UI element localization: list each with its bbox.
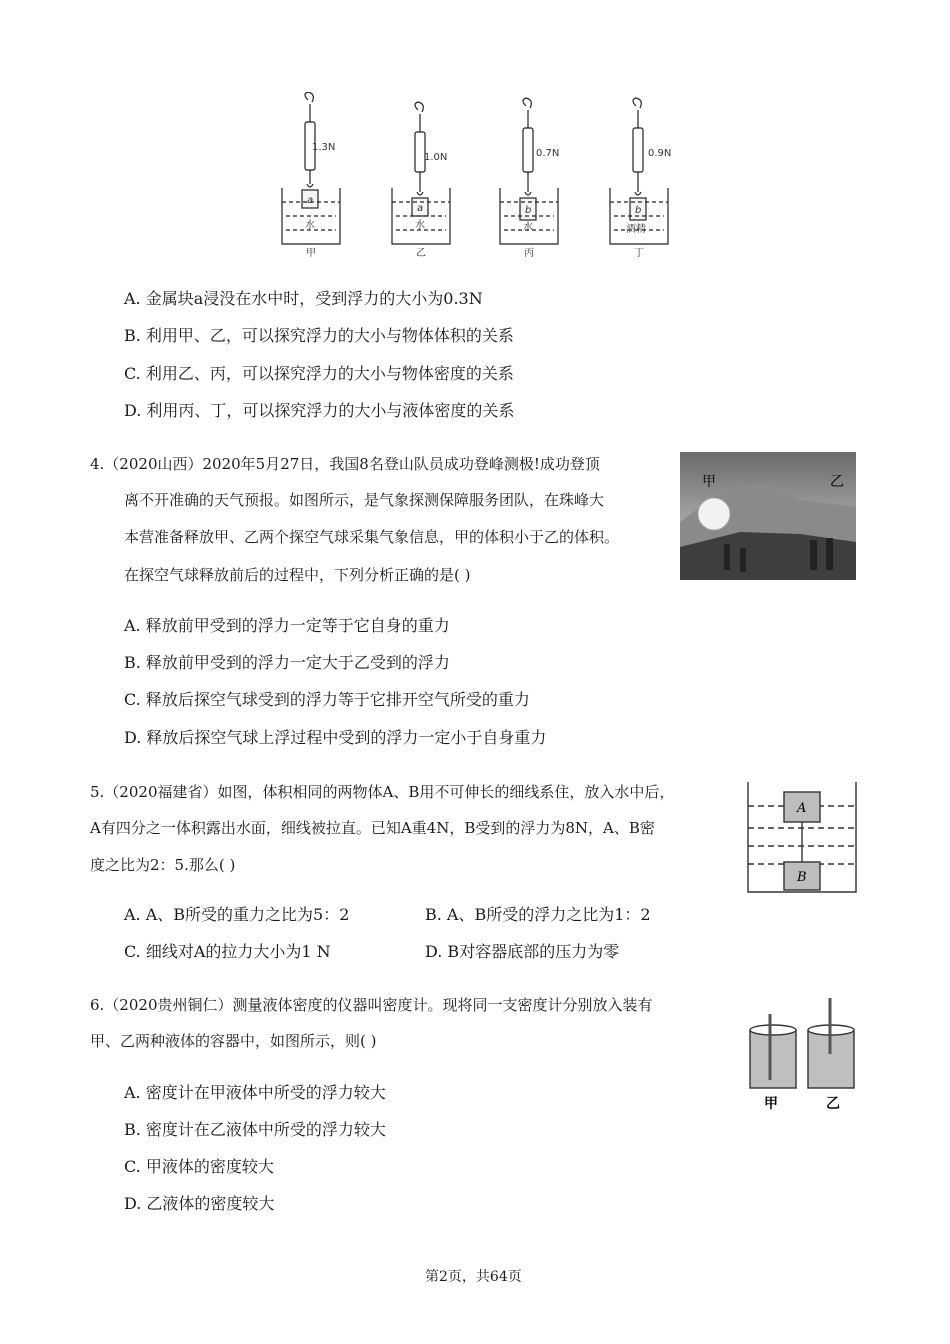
hydrometer-figure	[744, 994, 864, 1114]
setup-label-4: 丁	[634, 248, 644, 259]
block-label-2: a	[417, 203, 424, 214]
q5-option-b: B. A、B所受的浮力之比为1：2	[425, 905, 651, 924]
q6-line-2: 甲、乙两种液体的容器中，如图所示，则( )	[90, 1032, 377, 1050]
q4-line-1: 4.（2020山西）2020年5月27日，我国8名登山队员成功登峰测极!成功登顶	[90, 455, 600, 473]
q5-line-3: 度之比为2：5.那么( )	[90, 856, 236, 874]
page-footer: 第2页，共64页	[425, 1269, 522, 1285]
setup-label-1: 甲	[306, 248, 316, 259]
q3-option-d: D. 利用丙、丁，可以探究浮力的大小与液体密度的关系	[124, 401, 515, 420]
block-label-1: a	[307, 195, 314, 206]
q3-option-c: C. 利用乙、丙，可以探究浮力的大小与物体密度的关系	[124, 364, 514, 383]
reading-4: 0.9N	[648, 148, 672, 159]
liquid-label-2: 水	[415, 220, 425, 231]
spring-scale-figure	[270, 92, 690, 260]
reading-1: 1.3N	[312, 142, 336, 153]
q4-option-d: D. 释放后探空气球上浮过程中受到的浮力一定小于自身重力	[124, 728, 547, 747]
ab-container-figure	[744, 780, 860, 896]
photo-label-yi: 乙	[830, 474, 844, 490]
q4-option-a: A. 释放前甲受到的浮力一定等于它自身的重力	[124, 616, 450, 635]
block-a-label: A	[797, 801, 807, 816]
block-label-4: b	[635, 205, 642, 216]
q3-option-b: B. 利用甲、乙，可以探究浮力的大小与物体体积的关系	[124, 326, 514, 345]
setup-label-2: 乙	[416, 248, 426, 259]
hydrometer-label-jia: 甲	[764, 1096, 778, 1112]
q4-line-4: 在探空气球释放前后的过程中，下列分析正确的是( )	[124, 566, 471, 584]
q6-option-d: D. 乙液体的密度较大	[124, 1194, 275, 1213]
q5-option-d: D. B对容器底部的压力为零	[425, 942, 620, 961]
q6-option-a: A. 密度计在甲液体中所受的浮力较大	[124, 1083, 386, 1102]
q3-option-a: A. 金属块a浸没在水中时，受到浮力的大小为0.3N	[124, 289, 483, 308]
q4-option-c: C. 释放后探空气球受到的浮力等于它排开空气所受的重力	[124, 690, 530, 709]
q6-option-b: B. 密度计在乙液体中所受的浮力较大	[124, 1120, 386, 1139]
q5-line-2: A有四分之一体积露出水面，细线被拉直。已知A重4N，B受到的浮力为8N，A、B密	[90, 819, 655, 837]
setup-label-3: 丙	[524, 248, 534, 259]
q5-option-a: A. A、B所受的重力之比为5：2	[124, 905, 350, 924]
hydrometer-label-yi: 乙	[826, 1096, 840, 1112]
q6-line-1: 6.（2020贵州铜仁）测量液体密度的仪器叫密度计。现将同一支密度计分别放入装有	[90, 996, 653, 1014]
q6-option-c: C. 甲液体的密度较大	[124, 1157, 274, 1176]
q4-line-3: 本营准备释放甲、乙两个探空气球采集气象信息，甲的体积小于乙的体积。	[124, 528, 620, 546]
photo-label-jia: 甲	[702, 474, 716, 490]
liquid-label-1: 水	[305, 220, 315, 231]
q5-option-c: C. 细线对A的拉力大小为1 N	[124, 942, 331, 961]
liquid-label-4: 酒精	[626, 224, 646, 235]
q4-option-b: B. 释放前甲受到的浮力一定大于乙受到的浮力	[124, 653, 450, 672]
q4-line-2: 离不开准确的天气预报。如图所示，是气象探测保障服务团队，在珠峰大	[124, 491, 605, 509]
reading-3: 0.7N	[536, 148, 560, 159]
balloon-photo	[680, 452, 856, 580]
block-label-3: b	[525, 205, 532, 216]
q5-line-1: 5.（2020福建省）如图，体积相同的两物体A、B用不可伸长的细线系住，放入水中后，	[90, 783, 675, 801]
liquid-label-3: 水	[523, 222, 533, 233]
block-b-label: B	[797, 870, 807, 885]
reading-2: 1.0N	[424, 152, 448, 163]
